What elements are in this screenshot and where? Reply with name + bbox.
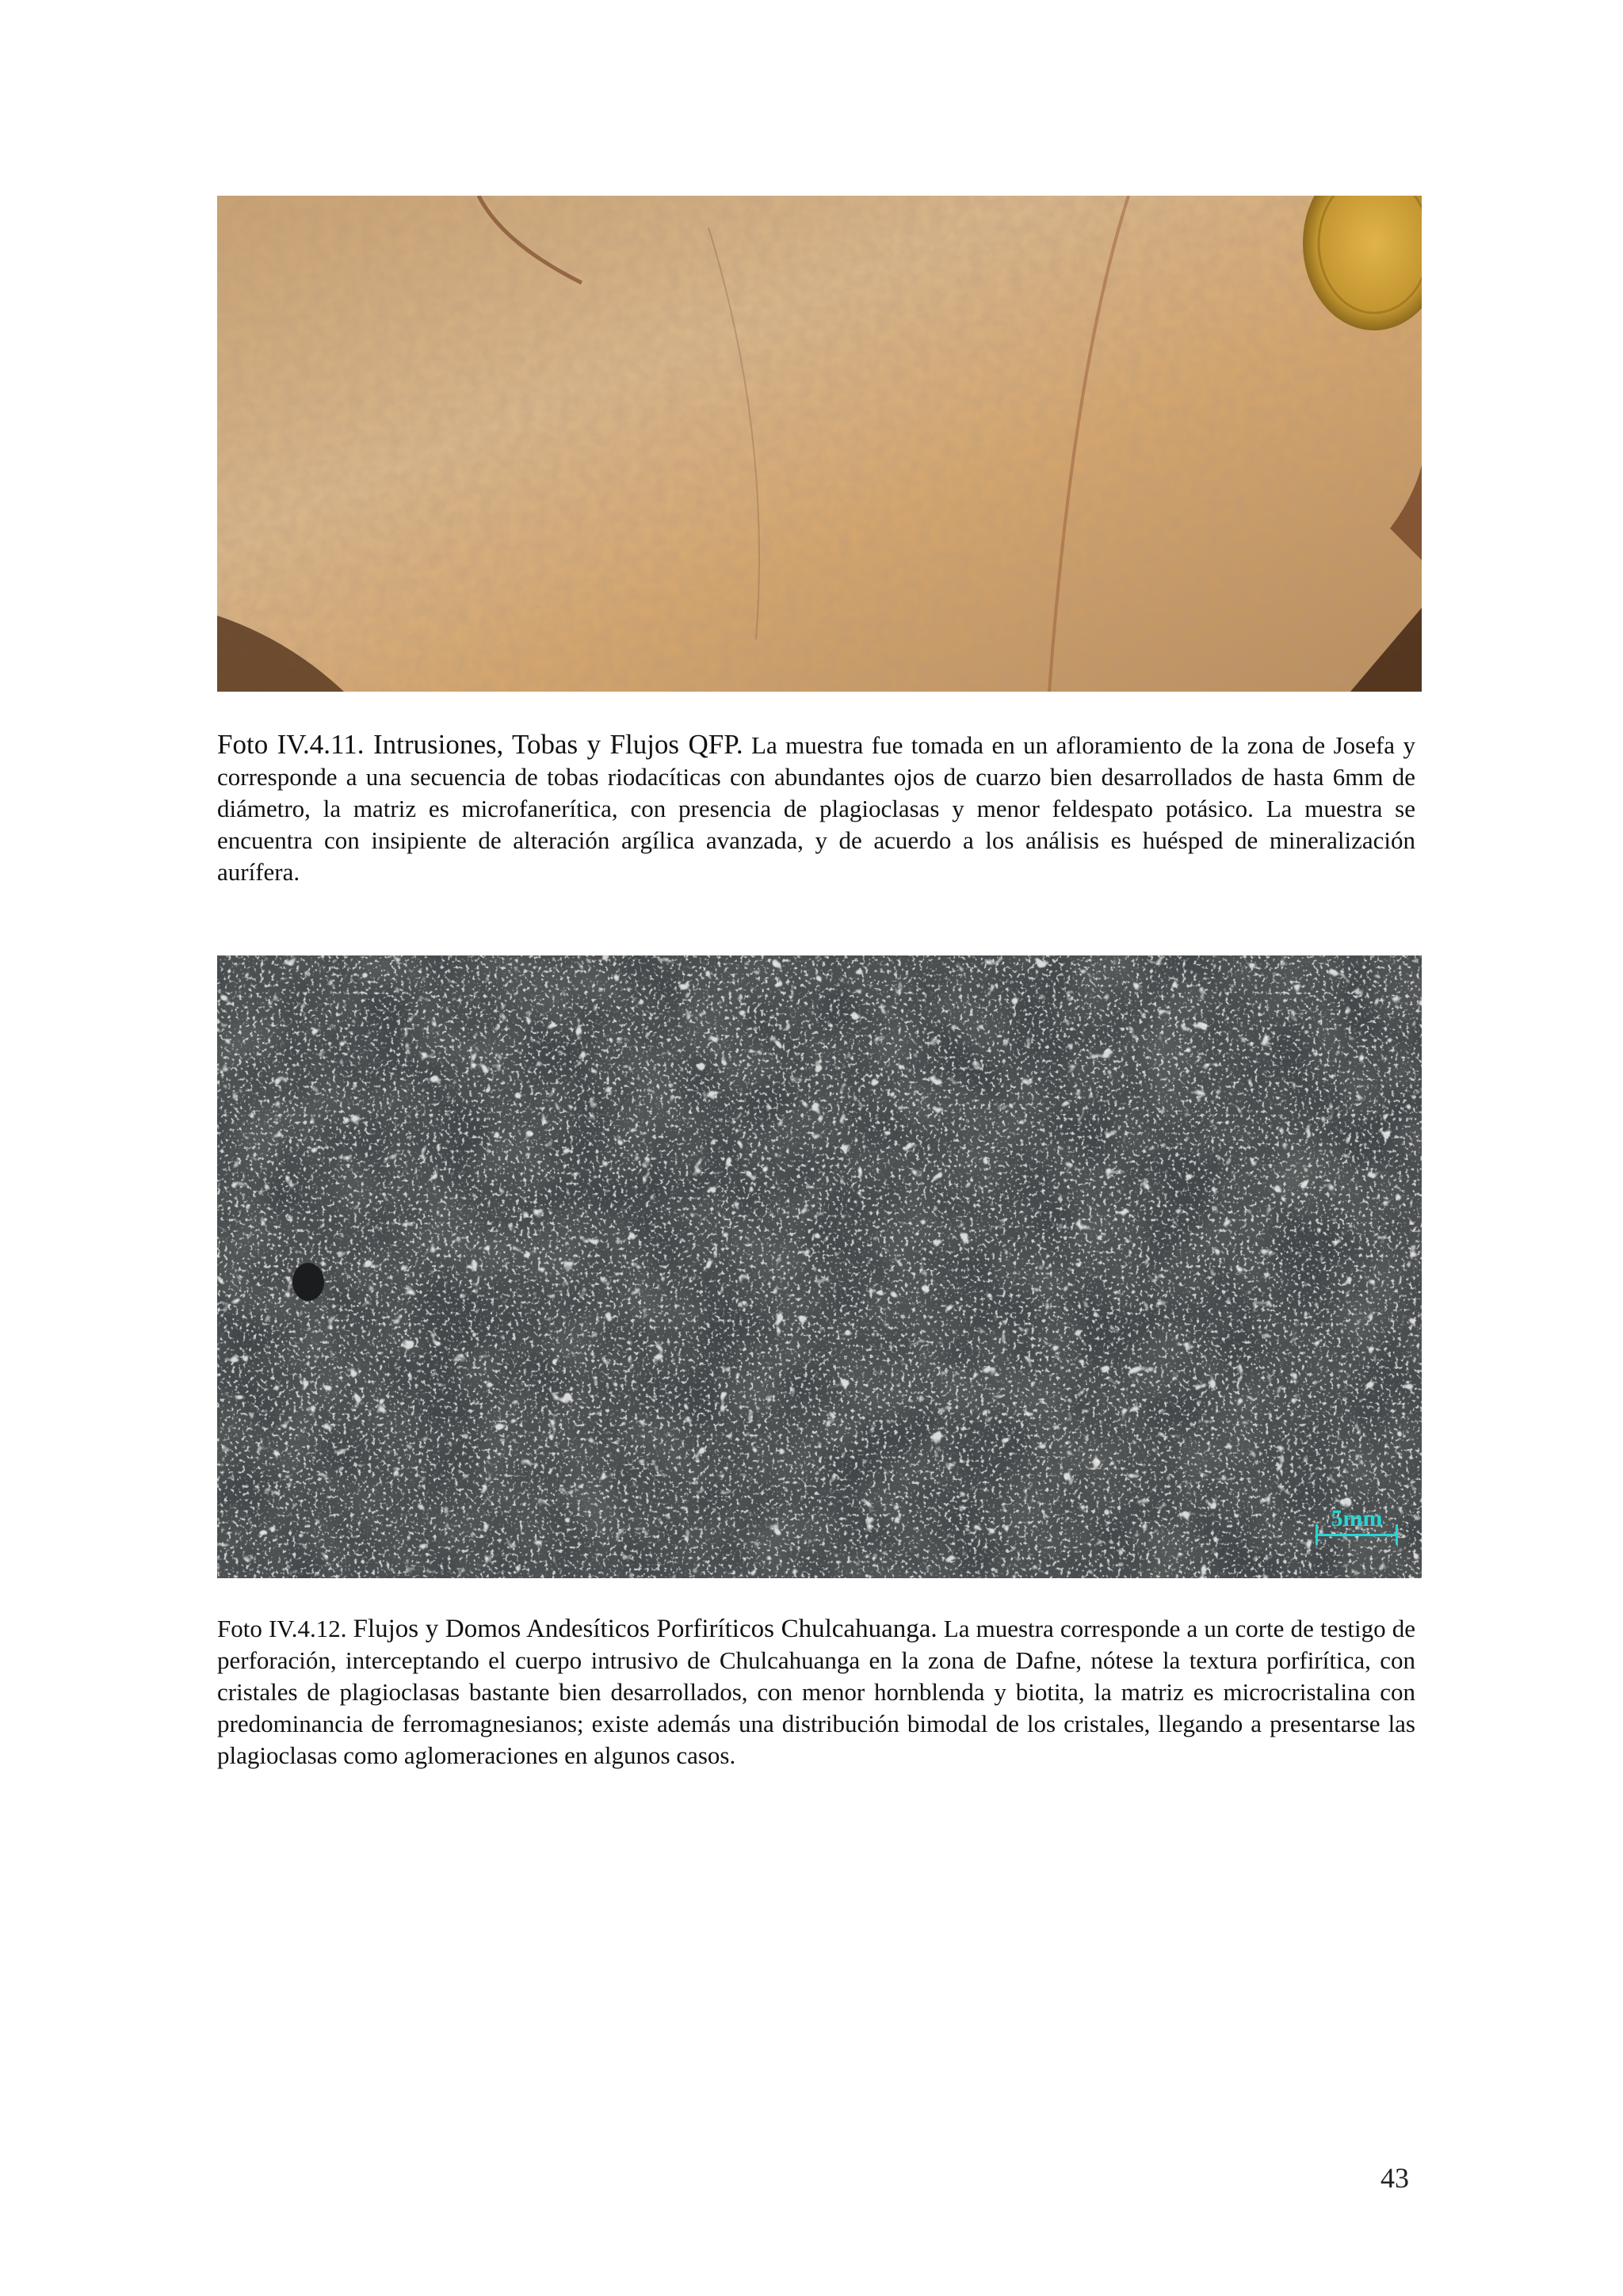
scale-bar-tick-left <box>1316 1524 1318 1545</box>
caption-heading: Flujos y Domos Andesíticos Porfiríticos Chulcahuanga. <box>353 1615 938 1643</box>
page-number: 43 <box>1381 2162 1409 2194</box>
caption-prefix: Foto IV.4.12. <box>217 1615 347 1642</box>
photo-caption-iv-4-12 <box>217 1613 1415 1772</box>
photo-caption-iv-4-11 <box>217 729 1415 888</box>
scale-bar-label: 5mm <box>1331 1505 1383 1531</box>
caption-body: La muestra corresponde a un corte de testigo de perforación, interceptando el cuerpo intrusivo de Chulcahuanga en la zona de Dafne, nótese la textura porfirítica, con cristales de plagioclasas bastante bien desarrollados, con menor hornblenda y biotita, la matriz es microcristalina con predominancia de ferromagnesianos; existe además una distribución bimodal de los cristales, llegando a presentarse las plagioclasas como aglomeraciones en algunos casos. <box>217 1615 1416 1769</box>
caption-heading: Foto IV.4.11. Intrusiones, Tobas y Flujos QFP. <box>217 729 743 760</box>
caption-body: La muestra fue tomada en un afloramiento de la zona de Josefa y corresponde a una secuencia de tobas riodacíticas con abundantes ojos de cuarzo bien desarrollados de hasta 6mm de diámetro, la matriz es microfanerítica, con presencia de plagioclasas y menor feldespato potásico. La muestra se encuentra con insipiente de alteración argílica avanzada, y de acuerdo a los análisis es huésped de mineralización aurífera. <box>217 731 1416 886</box>
scale-bar-line <box>1317 1534 1396 1536</box>
scale-bar-tick-right <box>1396 1524 1398 1545</box>
scale-bar <box>1316 1505 1398 1545</box>
rock-sample-photo-andesite <box>217 955 1422 1578</box>
rock-sample-photo-tuff <box>217 196 1422 692</box>
